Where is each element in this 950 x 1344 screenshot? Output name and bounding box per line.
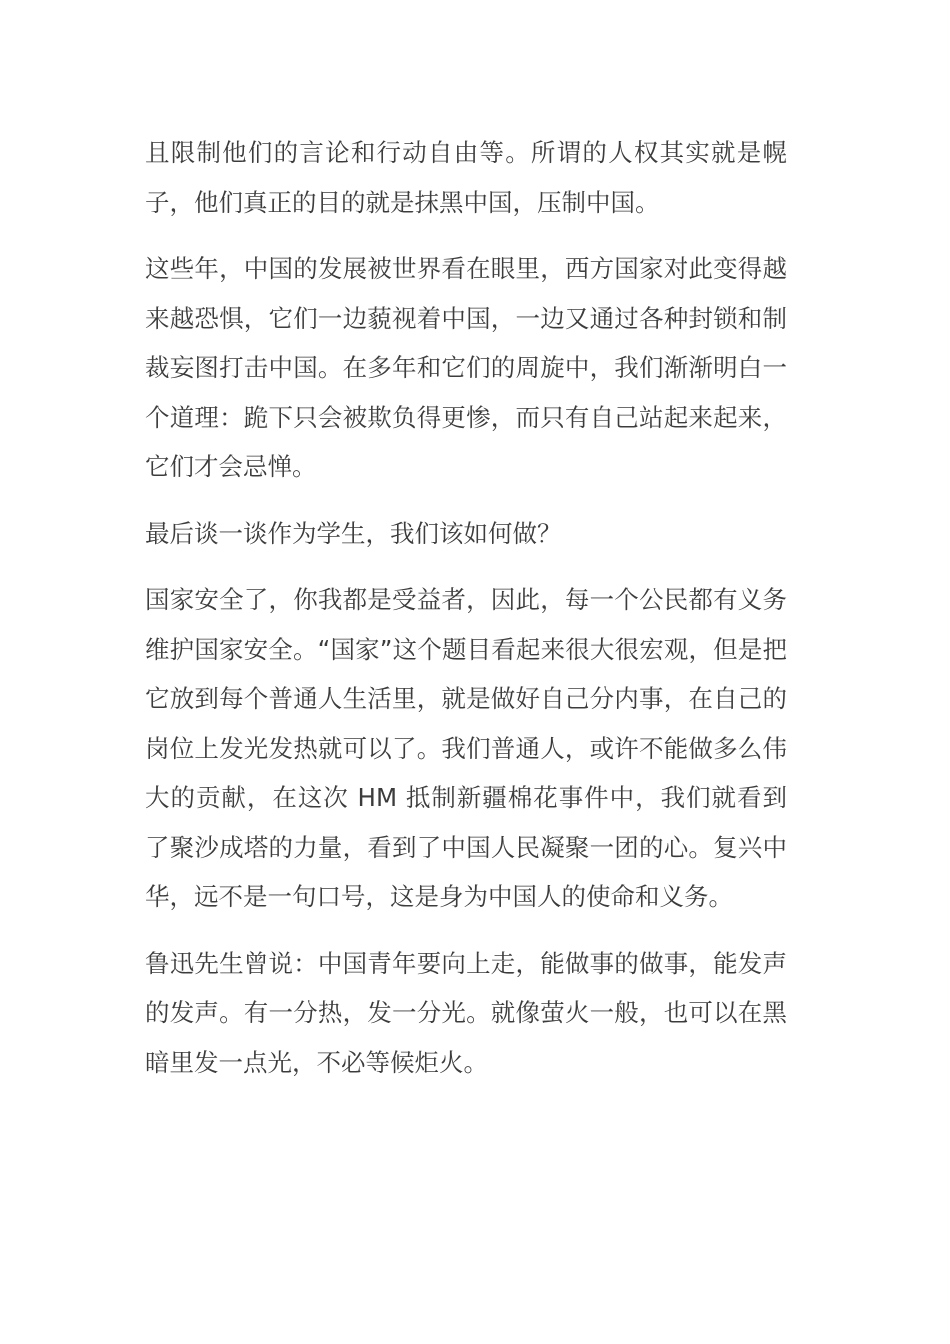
document-body [145, 128, 787, 1104]
paragraph-student-question: 最后谈一谈作为学生，我们该如何做？ [145, 518, 562, 548]
paragraph-lu-xun-quote: 鲁迅先生曾说：中国青年要向上走，能做事的做事，能发声的发声。有一分热，发一分光。就像萤火一般，也可以在黑暗里发一点光，不必等候炬火。 [145, 948, 787, 1077]
paragraph-national-security: 国家安全了，你我都是受益者，因此，每一个公民都有义务维护国家安全。“国家”这个题目看起来很大很宏观，但是把它放到每个普通人生活里，就是做好自己分内事，在自己的岗位上发光发热就可以了。我们普通人，或许不能做多么伟大的贡献，在这次 HM 抵制新疆棉花事件中，我们就看到了聚沙成塔的力量，看到了中国人民凝聚一团的心。复兴中华，远不是一句口号，这是身为中国人的使命和义务。 [145, 585, 787, 911]
paragraph-china-development: 这些年，中国的发展被世界看在眼里，西方国家对此变得越来越恐惧，它们一边藐视着中国，一边又通过各种封锁和制裁妄图打击中国。在多年和它们的周旋中，我们渐渐明白一个道理：跪下只会被欺负得更惨，而只有自己站起来起来，它们才会忌惮。 [145, 254, 787, 481]
paragraph-human-rights: 且限制他们的言论和行动自由等。所谓的人权其实就是幌子，他们真正的目的就是抹黑中国，压制中国。 [145, 138, 787, 217]
